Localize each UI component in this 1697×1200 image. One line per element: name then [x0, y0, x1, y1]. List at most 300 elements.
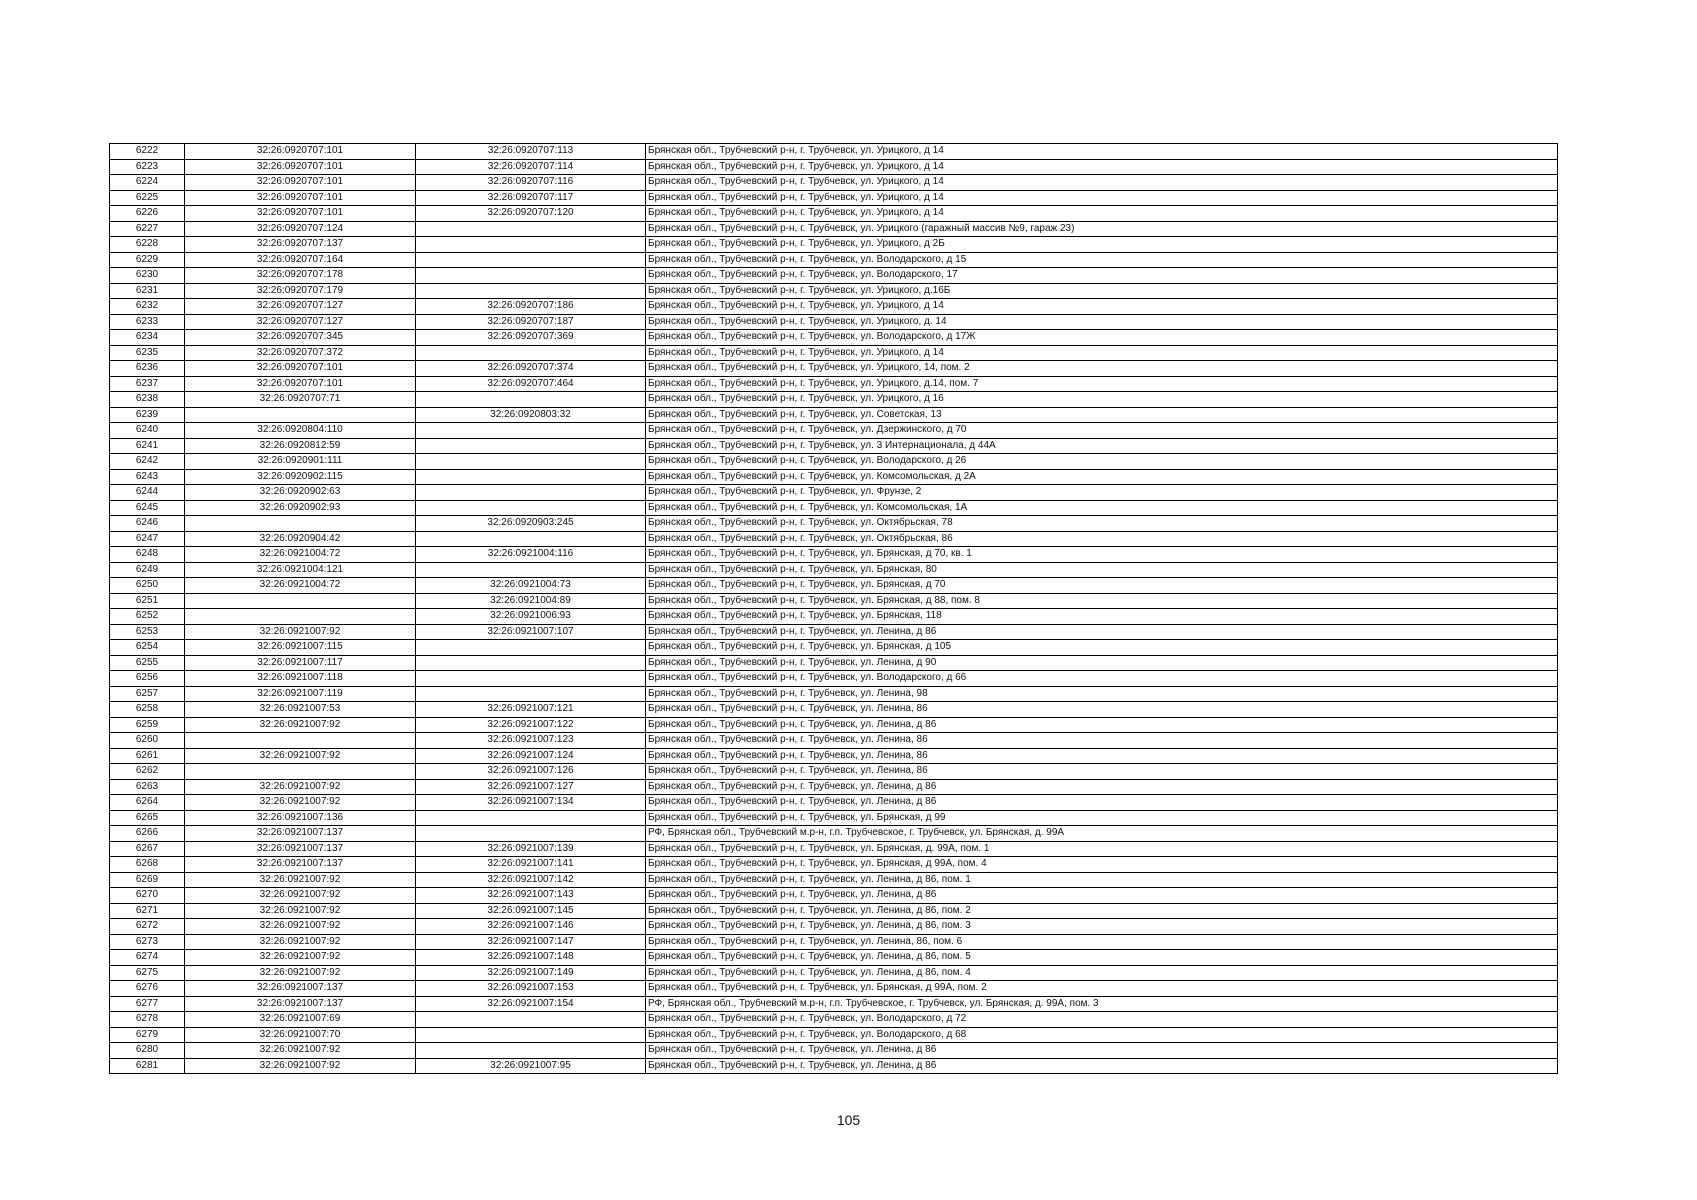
row-number-cell: 6225 — [110, 190, 185, 206]
table-row — [110, 454, 1558, 470]
cadastral-number-cell — [185, 593, 416, 609]
related-cadastral-number-cell: 32:26:0920707:374 — [416, 361, 646, 377]
row-number-cell: 6272 — [110, 919, 185, 935]
table-row — [110, 903, 1558, 919]
cadastral-number-cell: 32:26:0921007:117 — [185, 655, 416, 671]
cadastral-number-cell: 32:26:0920707:127 — [185, 314, 416, 330]
related-cadastral-number-cell: 32:26:0921007:146 — [416, 919, 646, 935]
related-cadastral-number-cell: 32:26:0920707:116 — [416, 175, 646, 191]
table-row — [110, 934, 1558, 950]
address-cell: Брянская обл., Трубчевский р-н, г. Трубчевск, ул. Ленина, д 86, пом. 3 — [646, 919, 1558, 935]
address-cell: Брянская обл., Трубчевский р-н, г. Трубчевск, ул. Ленина, д 86, пом. 5 — [646, 950, 1558, 966]
row-number-cell: 6249 — [110, 562, 185, 578]
row-number-cell: 6237 — [110, 376, 185, 392]
address-cell: Брянская обл., Трубчевский р-н, г. Трубчевск, ул. 3 Интернационала, д 44А — [646, 438, 1558, 454]
address-cell: Брянская обл., Трубчевский р-н, г. Трубчевск, ул. Брянская, д 105 — [646, 640, 1558, 656]
cadastral-number-cell: 32:26:0920707:124 — [185, 221, 416, 237]
cadastral-number-cell — [185, 407, 416, 423]
cadastral-number-cell: 32:26:0920904:42 — [185, 531, 416, 547]
row-number-cell: 6279 — [110, 1027, 185, 1043]
related-cadastral-number-cell — [416, 345, 646, 361]
row-number-cell: 6281 — [110, 1058, 185, 1074]
related-cadastral-number-cell: 32:26:0920707:120 — [416, 206, 646, 222]
related-cadastral-number-cell — [416, 686, 646, 702]
cadastral-number-cell: 32:26:0920707:345 — [185, 330, 416, 346]
cadastral-number-cell: 32:26:0921004:72 — [185, 547, 416, 563]
table-row — [110, 593, 1558, 609]
related-cadastral-number-cell: 32:26:0920707:369 — [416, 330, 646, 346]
table-row — [110, 609, 1558, 625]
cadastral-number-cell: 32:26:0920707:101 — [185, 376, 416, 392]
row-number-cell: 6260 — [110, 733, 185, 749]
cadastral-number-cell: 32:26:0921007:136 — [185, 810, 416, 826]
cadastral-number-cell: 32:26:0920812:59 — [185, 438, 416, 454]
address-cell: Брянская обл., Трубчевский р-н, г. Трубчевск, ул. Ленина, д 86, пом. 4 — [646, 965, 1558, 981]
row-number-cell: 6258 — [110, 702, 185, 718]
table-row — [110, 268, 1558, 284]
address-cell: Брянская обл., Трубчевский р-н, г. Трубчевск, ул. Урицкого, д.14, пом. 7 — [646, 376, 1558, 392]
row-number-cell: 6228 — [110, 237, 185, 253]
row-number-cell: 6273 — [110, 934, 185, 950]
row-number-cell: 6222 — [110, 144, 185, 160]
table-row — [110, 392, 1558, 408]
address-cell: Брянская обл., Трубчевский р-н, г. Трубчевск, ул. Брянская, д. 99А, пом. 1 — [646, 841, 1558, 857]
cadastral-number-cell: 32:26:0920707:137 — [185, 237, 416, 253]
row-number-cell: 6239 — [110, 407, 185, 423]
table-row — [110, 950, 1558, 966]
cadastral-number-cell: 32:26:0921007:119 — [185, 686, 416, 702]
related-cadastral-number-cell — [416, 438, 646, 454]
related-cadastral-number-cell: 32:26:0920707:187 — [416, 314, 646, 330]
cadastral-number-cell: 32:26:0921007:92 — [185, 624, 416, 640]
related-cadastral-number-cell: 32:26:0921007:154 — [416, 996, 646, 1012]
table-row — [110, 655, 1558, 671]
table-row — [110, 1012, 1558, 1028]
related-cadastral-number-cell: 32:26:0921007:121 — [416, 702, 646, 718]
address-cell: Брянская обл., Трубчевский р-н, г. Трубчевск, ул. Ленина, 86 — [646, 733, 1558, 749]
row-number-cell: 6241 — [110, 438, 185, 454]
registry-table — [109, 143, 1558, 1074]
address-cell: Брянская обл., Трубчевский р-н, г. Трубчевск, ул. Брянская, 80 — [646, 562, 1558, 578]
related-cadastral-number-cell — [416, 485, 646, 501]
related-cadastral-number-cell — [416, 500, 646, 516]
table-row — [110, 144, 1558, 160]
address-cell: Брянская обл., Трубчевский р-н, г. Трубчевск, ул. Урицкого, д 14 — [646, 175, 1558, 191]
table-row — [110, 531, 1558, 547]
related-cadastral-number-cell: 32:26:0921004:89 — [416, 593, 646, 609]
row-number-cell: 6231 — [110, 283, 185, 299]
address-cell: Брянская обл., Трубчевский р-н, г. Трубчевск, ул. Брянская, 118 — [646, 609, 1558, 625]
row-number-cell: 6243 — [110, 469, 185, 485]
row-number-cell: 6261 — [110, 748, 185, 764]
address-cell: Брянская обл., Трубчевский р-н, г. Трубчевск, ул. Ленина, 86 — [646, 702, 1558, 718]
related-cadastral-number-cell: 32:26:0921006:93 — [416, 609, 646, 625]
table-row — [110, 221, 1558, 237]
cadastral-number-cell: 32:26:0920707:127 — [185, 299, 416, 315]
address-cell: Брянская обл., Трубчевский р-н, г. Трубчевск, ул. Брянская, д 99А, пом. 4 — [646, 857, 1558, 873]
row-number-cell: 6240 — [110, 423, 185, 439]
cadastral-number-cell: 32:26:0921007:92 — [185, 919, 416, 935]
address-cell: Брянская обл., Трубчевский р-н, г. Трубчевск, ул. Брянская, д 70 — [646, 578, 1558, 594]
related-cadastral-number-cell: 32:26:0921007:127 — [416, 779, 646, 795]
row-number-cell: 6245 — [110, 500, 185, 516]
cadastral-number-cell: 32:26:0921007:92 — [185, 1043, 416, 1059]
table-row — [110, 826, 1558, 842]
table-row — [110, 299, 1558, 315]
row-number-cell: 6255 — [110, 655, 185, 671]
cadastral-number-cell: 32:26:0920902:63 — [185, 485, 416, 501]
related-cadastral-number-cell — [416, 810, 646, 826]
row-number-cell: 6259 — [110, 717, 185, 733]
table-row — [110, 671, 1558, 687]
address-cell: Брянская обл., Трубчевский р-н, г. Трубчевск, ул. Ленина, д 86 — [646, 1058, 1558, 1074]
cadastral-number-cell: 32:26:0921007:118 — [185, 671, 416, 687]
address-cell: Брянская обл., Трубчевский р-н, г. Трубчевск, ул. Володарского, 17 — [646, 268, 1558, 284]
address-cell: Брянская обл., Трубчевский р-н, г. Трубчевск, ул. Урицкого, д 14 — [646, 159, 1558, 175]
row-number-cell: 6223 — [110, 159, 185, 175]
address-cell: Брянская обл., Трубчевский р-н, г. Трубчевск, ул. Ленина, д 86 — [646, 795, 1558, 811]
address-cell: Брянская обл., Трубчевский р-н, г. Трубчевск, ул. Брянская, д 99А, пом. 2 — [646, 981, 1558, 997]
cadastral-number-cell: 32:26:0921007:70 — [185, 1027, 416, 1043]
related-cadastral-number-cell: 32:26:0921007:123 — [416, 733, 646, 749]
related-cadastral-number-cell — [416, 423, 646, 439]
table-row — [110, 500, 1558, 516]
related-cadastral-number-cell: 32:26:0921007:107 — [416, 624, 646, 640]
related-cadastral-number-cell: 32:26:0921007:153 — [416, 981, 646, 997]
related-cadastral-number-cell: 32:26:0921007:142 — [416, 872, 646, 888]
cadastral-number-cell: 32:26:0921007:92 — [185, 717, 416, 733]
row-number-cell: 6248 — [110, 547, 185, 563]
address-cell: РФ, Брянская обл., Трубчевский м.р-н, г.п. Трубчевское, г. Трубчевск, ул. Брянская, д. 99А — [646, 826, 1558, 842]
related-cadastral-number-cell: 32:26:0920707:117 — [416, 190, 646, 206]
address-cell: Брянская обл., Трубчевский р-н, г. Трубчевск, ул. Советская, 13 — [646, 407, 1558, 423]
row-number-cell: 6253 — [110, 624, 185, 640]
address-cell: Брянская обл., Трубчевский р-н, г. Трубчевск, ул. Ленина, 86 — [646, 764, 1558, 780]
address-cell: Брянская обл., Трубчевский р-н, г. Трубчевск, ул. Ленина, д 86 — [646, 717, 1558, 733]
cadastral-number-cell: 32:26:0920804:110 — [185, 423, 416, 439]
row-number-cell: 6252 — [110, 609, 185, 625]
row-number-cell: 6270 — [110, 888, 185, 904]
table-row — [110, 376, 1558, 392]
table-row — [110, 1043, 1558, 1059]
cadastral-number-cell — [185, 764, 416, 780]
address-cell: РФ, Брянская обл., Трубчевский м.р-н, г.п. Трубчевское, г. Трубчевск, ул. Брянская, д. 99А, пом. 3 — [646, 996, 1558, 1012]
row-number-cell: 6234 — [110, 330, 185, 346]
address-cell: Брянская обл., Трубчевский р-н, г. Трубчевск, ул. Урицкого, д 14 — [646, 206, 1558, 222]
table-row — [110, 733, 1558, 749]
cadastral-number-cell: 32:26:0921007:137 — [185, 981, 416, 997]
table-row — [110, 252, 1558, 268]
cadastral-number-cell — [185, 609, 416, 625]
table-row — [110, 624, 1558, 640]
table-row — [110, 345, 1558, 361]
address-cell: Брянская обл., Трубчевский р-н, г. Трубчевск, ул. Ленина, д 86, пом. 2 — [646, 903, 1558, 919]
related-cadastral-number-cell: 32:26:0921007:143 — [416, 888, 646, 904]
cadastral-number-cell: 32:26:0921007:115 — [185, 640, 416, 656]
table-row — [110, 764, 1558, 780]
cadastral-number-cell — [185, 516, 416, 532]
table-row — [110, 190, 1558, 206]
address-cell: Брянская обл., Трубчевский р-н, г. Трубчевск, ул. Урицкого (гаражный массив №9, гараж 23) — [646, 221, 1558, 237]
table-row — [110, 562, 1558, 578]
related-cadastral-number-cell: 32:26:0921007:124 — [416, 748, 646, 764]
cadastral-number-cell: 32:26:0921007:92 — [185, 888, 416, 904]
related-cadastral-number-cell: 32:26:0921007:122 — [416, 717, 646, 733]
cadastral-number-cell: 32:26:0921007:92 — [185, 748, 416, 764]
table-row — [110, 314, 1558, 330]
table-row — [110, 996, 1558, 1012]
related-cadastral-number-cell: 32:26:0921007:139 — [416, 841, 646, 857]
related-cadastral-number-cell: 32:26:0920707:464 — [416, 376, 646, 392]
cadastral-number-cell: 32:26:0921007:92 — [185, 950, 416, 966]
registry-body — [110, 144, 1558, 1074]
cadastral-number-cell: 32:26:0920707:101 — [185, 159, 416, 175]
cadastral-number-cell: 32:26:0921004:72 — [185, 578, 416, 594]
table-row — [110, 686, 1558, 702]
row-number-cell: 6276 — [110, 981, 185, 997]
table-row — [110, 469, 1558, 485]
row-number-cell: 6232 — [110, 299, 185, 315]
cadastral-number-cell: 32:26:0921007:92 — [185, 903, 416, 919]
table-row — [110, 965, 1558, 981]
row-number-cell: 6271 — [110, 903, 185, 919]
row-number-cell: 6267 — [110, 841, 185, 857]
address-cell: Брянская обл., Трубчевский р-н, г. Трубчевск, ул. Ленина, д 86, пом. 1 — [646, 872, 1558, 888]
row-number-cell: 6256 — [110, 671, 185, 687]
address-cell: Брянская обл., Трубчевский р-н, г. Трубчевск, ул. Ленина, 86 — [646, 748, 1558, 764]
related-cadastral-number-cell — [416, 1027, 646, 1043]
address-cell: Брянская обл., Трубчевский р-н, г. Трубчевск, ул. Урицкого, д 14 — [646, 144, 1558, 160]
cadastral-number-cell: 32:26:0920707:179 — [185, 283, 416, 299]
table-row — [110, 516, 1558, 532]
row-number-cell: 6226 — [110, 206, 185, 222]
address-cell: Брянская обл., Трубчевский р-н, г. Трубчевск, ул. Комсомольская, 1А — [646, 500, 1558, 516]
address-cell: Брянская обл., Трубчевский р-н, г. Трубчевск, ул. Урицкого, д 14 — [646, 345, 1558, 361]
table-row — [110, 206, 1558, 222]
row-number-cell: 6236 — [110, 361, 185, 377]
related-cadastral-number-cell: 32:26:0920803:32 — [416, 407, 646, 423]
address-cell: Брянская обл., Трубчевский р-н, г. Трубчевск, ул. Урицкого, д 2Б — [646, 237, 1558, 253]
related-cadastral-number-cell — [416, 826, 646, 842]
row-number-cell: 6266 — [110, 826, 185, 842]
cadastral-number-cell: 32:26:0921007:92 — [185, 934, 416, 950]
row-number-cell: 6269 — [110, 872, 185, 888]
related-cadastral-number-cell — [416, 562, 646, 578]
address-cell: Брянская обл., Трубчевский р-н, г. Трубчевск, ул. Володарского, д 68 — [646, 1027, 1558, 1043]
row-number-cell: 6229 — [110, 252, 185, 268]
row-number-cell: 6235 — [110, 345, 185, 361]
related-cadastral-number-cell — [416, 1012, 646, 1028]
address-cell: Брянская обл., Трубчевский р-н, г. Трубчевск, ул. Урицкого, д.16Б — [646, 283, 1558, 299]
cadastral-number-cell: 32:26:0921007:92 — [185, 872, 416, 888]
row-number-cell: 6227 — [110, 221, 185, 237]
address-cell: Брянская обл., Трубчевский р-н, г. Трубчевск, ул. Ленина, 98 — [646, 686, 1558, 702]
table-row — [110, 748, 1558, 764]
cadastral-number-cell: 32:26:0920707:71 — [185, 392, 416, 408]
table-row — [110, 438, 1558, 454]
cadastral-number-cell: 32:26:0921007:53 — [185, 702, 416, 718]
row-number-cell: 6254 — [110, 640, 185, 656]
address-cell: Брянская обл., Трубчевский р-н, г. Трубчевск, ул. Володарского, д 72 — [646, 1012, 1558, 1028]
row-number-cell: 6244 — [110, 485, 185, 501]
table-row — [110, 1058, 1558, 1074]
address-cell: Брянская обл., Трубчевский р-н, г. Трубчевск, ул. Володарского, д 17Ж — [646, 330, 1558, 346]
table-row — [110, 283, 1558, 299]
row-number-cell: 6246 — [110, 516, 185, 532]
address-cell: Брянская обл., Трубчевский р-н, г. Трубчевск, ул. Ленина, д 90 — [646, 655, 1558, 671]
address-cell: Брянская обл., Трубчевский р-н, г. Трубчевск, ул. Урицкого, 14, пом. 2 — [646, 361, 1558, 377]
row-number-cell: 6280 — [110, 1043, 185, 1059]
related-cadastral-number-cell — [416, 531, 646, 547]
cadastral-number-cell: 32:26:0921007:69 — [185, 1012, 416, 1028]
cadastral-number-cell: 32:26:0921007:137 — [185, 841, 416, 857]
table-row — [110, 779, 1558, 795]
table-row — [110, 919, 1558, 935]
table-row — [110, 423, 1558, 439]
row-number-cell: 6247 — [110, 531, 185, 547]
related-cadastral-number-cell — [416, 392, 646, 408]
page-number: 105 — [836, 1112, 861, 1128]
address-cell: Брянская обл., Трубчевский р-н, г. Трубчевск, ул. Урицкого, д. 14 — [646, 314, 1558, 330]
cadastral-number-cell: 32:26:0920902:115 — [185, 469, 416, 485]
row-number-cell: 6230 — [110, 268, 185, 284]
related-cadastral-number-cell: 32:26:0920707:114 — [416, 159, 646, 175]
address-cell: Брянская обл., Трубчевский р-н, г. Трубчевск, ул. Октябрьская, 78 — [646, 516, 1558, 532]
address-cell: Брянская обл., Трубчевский р-н, г. Трубчевск, ул. Дзержинского, д 70 — [646, 423, 1558, 439]
table-row — [110, 857, 1558, 873]
table-row — [110, 237, 1558, 253]
table-row — [110, 1027, 1558, 1043]
address-cell: Брянская обл., Трубчевский р-н, г. Трубчевск, ул. Урицкого, д 16 — [646, 392, 1558, 408]
cadastral-number-cell: 32:26:0920707:101 — [185, 175, 416, 191]
cadastral-number-cell — [185, 733, 416, 749]
related-cadastral-number-cell — [416, 268, 646, 284]
related-cadastral-number-cell: 32:26:0921007:147 — [416, 934, 646, 950]
cadastral-number-cell: 32:26:0921007:137 — [185, 857, 416, 873]
table-row — [110, 547, 1558, 563]
related-cadastral-number-cell: 32:26:0921004:73 — [416, 578, 646, 594]
cadastral-number-cell: 32:26:0920707:372 — [185, 345, 416, 361]
address-cell: Брянская обл., Трубчевский р-н, г. Трубчевск, ул. Брянская, д 99 — [646, 810, 1558, 826]
cadastral-number-cell: 32:26:0920901:111 — [185, 454, 416, 470]
table-row — [110, 841, 1558, 857]
related-cadastral-number-cell: 32:26:0920903:245 — [416, 516, 646, 532]
related-cadastral-number-cell: 32:26:0921007:149 — [416, 965, 646, 981]
address-cell: Брянская обл., Трубчевский р-н, г. Трубчевск, ул. Володарского, д 66 — [646, 671, 1558, 687]
table-row — [110, 578, 1558, 594]
row-number-cell: 6251 — [110, 593, 185, 609]
cadastral-number-cell: 32:26:0921004:121 — [185, 562, 416, 578]
related-cadastral-number-cell — [416, 469, 646, 485]
table-row — [110, 717, 1558, 733]
cadastral-number-cell: 32:26:0921007:137 — [185, 996, 416, 1012]
address-cell: Брянская обл., Трубчевский р-н, г. Трубчевск, ул. Брянская, д 70, кв. 1 — [646, 547, 1558, 563]
address-cell: Брянская обл., Трубчевский р-н, г. Трубчевск, ул. Фрунзе, 2 — [646, 485, 1558, 501]
table-row — [110, 485, 1558, 501]
table-row — [110, 981, 1558, 997]
related-cadastral-number-cell: 32:26:0921007:126 — [416, 764, 646, 780]
related-cadastral-number-cell — [416, 237, 646, 253]
row-number-cell: 6257 — [110, 686, 185, 702]
table-row — [110, 175, 1558, 191]
row-number-cell: 6274 — [110, 950, 185, 966]
address-cell: Брянская обл., Трубчевский р-н, г. Трубчевск, ул. Урицкого, д 14 — [646, 190, 1558, 206]
row-number-cell: 6242 — [110, 454, 185, 470]
table-row — [110, 702, 1558, 718]
address-cell: Брянская обл., Трубчевский р-н, г. Трубчевск, ул. Ленина, д 86 — [646, 779, 1558, 795]
table-row — [110, 640, 1558, 656]
cadastral-number-cell: 32:26:0920707:101 — [185, 361, 416, 377]
related-cadastral-number-cell — [416, 283, 646, 299]
row-number-cell: 6264 — [110, 795, 185, 811]
row-number-cell: 6233 — [110, 314, 185, 330]
address-cell: Брянская обл., Трубчевский р-н, г. Трубчевск, ул. Комсомольская, д 2А — [646, 469, 1558, 485]
address-cell: Брянская обл., Трубчевский р-н, г. Трубчевск, ул. Ленина, д 86 — [646, 888, 1558, 904]
related-cadastral-number-cell: 32:26:0920707:186 — [416, 299, 646, 315]
row-number-cell: 6265 — [110, 810, 185, 826]
address-cell: Брянская обл., Трубчевский р-н, г. Трубчевск, ул. Октябрьская, 86 — [646, 531, 1558, 547]
address-cell: Брянская обл., Трубчевский р-н, г. Трубчевск, ул. Ленина, 86, пом. 6 — [646, 934, 1558, 950]
table-row — [110, 888, 1558, 904]
related-cadastral-number-cell: 32:26:0920707:113 — [416, 144, 646, 160]
cadastral-number-cell: 32:26:0921007:92 — [185, 965, 416, 981]
row-number-cell: 6238 — [110, 392, 185, 408]
row-number-cell: 6250 — [110, 578, 185, 594]
table-row — [110, 872, 1558, 888]
row-number-cell: 6278 — [110, 1012, 185, 1028]
related-cadastral-number-cell: 32:26:0921007:141 — [416, 857, 646, 873]
table-row — [110, 361, 1558, 377]
cadastral-number-cell: 32:26:0920707:178 — [185, 268, 416, 284]
cadastral-number-cell: 32:26:0921007:137 — [185, 826, 416, 842]
related-cadastral-number-cell: 32:26:0921004:116 — [416, 547, 646, 563]
cadastral-number-cell: 32:26:0920902:93 — [185, 500, 416, 516]
cadastral-number-cell: 32:26:0921007:92 — [185, 779, 416, 795]
related-cadastral-number-cell — [416, 640, 646, 656]
related-cadastral-number-cell — [416, 454, 646, 470]
cadastral-number-cell: 32:26:0920707:101 — [185, 190, 416, 206]
address-cell: Брянская обл., Трубчевский р-н, г. Трубчевск, ул. Ленина, д 86 — [646, 624, 1558, 640]
row-number-cell: 6263 — [110, 779, 185, 795]
address-cell: Брянская обл., Трубчевский р-н, г. Трубчевск, ул. Володарского, д 15 — [646, 252, 1558, 268]
row-number-cell: 6262 — [110, 764, 185, 780]
related-cadastral-number-cell — [416, 671, 646, 687]
table-row — [110, 407, 1558, 423]
related-cadastral-number-cell — [416, 221, 646, 237]
table-row — [110, 795, 1558, 811]
address-cell: Брянская обл., Трубчевский р-н, г. Трубчевск, ул. Володарского, д 26 — [646, 454, 1558, 470]
cadastral-number-cell: 32:26:0920707:101 — [185, 144, 416, 160]
related-cadastral-number-cell: 32:26:0921007:134 — [416, 795, 646, 811]
row-number-cell: 6268 — [110, 857, 185, 873]
related-cadastral-number-cell: 32:26:0921007:148 — [416, 950, 646, 966]
related-cadastral-number-cell — [416, 1043, 646, 1059]
cadastral-number-cell: 32:26:0920707:164 — [185, 252, 416, 268]
related-cadastral-number-cell: 32:26:0921007:95 — [416, 1058, 646, 1074]
address-cell: Брянская обл., Трубчевский р-н, г. Трубчевск, ул. Ленина, д 86 — [646, 1043, 1558, 1059]
row-number-cell: 6224 — [110, 175, 185, 191]
table-row — [110, 810, 1558, 826]
cadastral-number-cell: 32:26:0921007:92 — [185, 1058, 416, 1074]
table-row — [110, 159, 1558, 175]
related-cadastral-number-cell — [416, 252, 646, 268]
table-row — [110, 330, 1558, 346]
row-number-cell: 6275 — [110, 965, 185, 981]
cadastral-number-cell: 32:26:0920707:101 — [185, 206, 416, 222]
row-number-cell: 6277 — [110, 996, 185, 1012]
address-cell: Брянская обл., Трубчевский р-н, г. Трубчевск, ул. Брянская, д 88, пом. 8 — [646, 593, 1558, 609]
address-cell: Брянская обл., Трубчевский р-н, г. Трубчевск, ул. Урицкого, д 14 — [646, 299, 1558, 315]
